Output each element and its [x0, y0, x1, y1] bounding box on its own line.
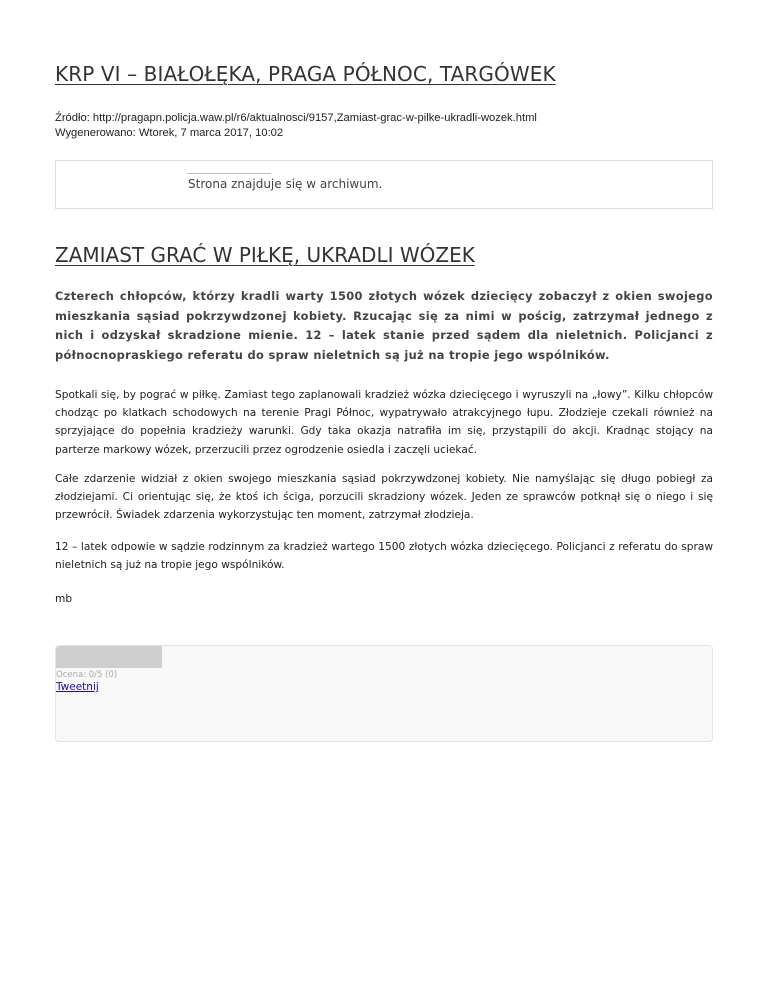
- generated-line: Wygenerowano: Wtorek, 7 marca 2017, 10:02: [55, 126, 284, 139]
- rating-label: Ocena: 0/5 (0): [56, 670, 118, 680]
- article-paragraph: Spotkali się, by pograć w piłkę. Zamiast tego zaplanowali kradzież wózka dziecięcego i wyruszyli na „łowy”. Kilku chłopców chodząc po klatkach schodowych na terenie Pragi Północ, wypatrywało atrakcyjnego łupu. Złodzieje czekali również na sprzyjające do popełnia kradzieży warunki. Gdy taka okazja natrafiła im się, przystąpili do akcji. Kradnąc stojący na parterze markowy wózek, przerzucili przez ogrodzenie osiedla i zaczęli uciekać.: [55, 389, 713, 456]
- source-line: Źródło: http://pragapn.policja.waw.pl/r6/aktualnosci/9157,Zamiast-grac-w-pilke-ukradli-wozek.html: [55, 112, 537, 124]
- rating-box: [55, 645, 713, 742]
- article-paragraph: 12 – latek odpowie w sądzie rodzinnym za kradzież wartego 1500 złotych wózka dziecięcego. Policjanci z referatu do spraw nieletnich są już na tropie jego wspólników.: [55, 541, 713, 572]
- archive-notice-box: [55, 160, 713, 209]
- article-title: ZAMIAST GRAĆ W PIŁKĘ, UKRADLI WÓZEK: [55, 243, 475, 267]
- article-lead: Czterech chłopców, którzy kradli warty 1500 złotych wózek dziecięcy zobaczył z okien swojego mieszkania sąsiad pokrzywdzonej kobiety. Rzucając się za nimi w pościg, zatrzymał jednego z nich i odzyskał skradzione mienie. 12 – latek stanie przed sądem dla nieletnich. Policjanci z północnopraskiego referatu do spraw nieletnich są już na tropie jego wspólników.: [55, 289, 713, 362]
- article-paragraph: Całe zdarzenie widział z okien swojego mieszkania sąsiad pokrzywdzonej kobiety. Nie namyślając się długo pobiegł za złodziejami. Ci orientując się, że ktoś ich ściga, porzucili skradziony wózek. Jeden ze sprawców potknął się o niego i się przewrócił. Świadek zdarzenia wykorzystując ten moment, zatrzymał złodzieja.: [55, 473, 713, 522]
- article-signature: mb: [55, 593, 73, 605]
- site-title: KRP VI – BIAŁOŁĘKA, PRAGA PÓŁNOC, TARGÓWEK: [55, 62, 556, 86]
- tweet-link[interactable]: Tweetnij: [56, 681, 99, 693]
- archive-notice: Strona znajduje się w archiwum.: [188, 177, 383, 191]
- archive-divider: [187, 173, 271, 174]
- rating-stars-bar[interactable]: [56, 646, 162, 668]
- print-meta: [55, 111, 537, 140]
